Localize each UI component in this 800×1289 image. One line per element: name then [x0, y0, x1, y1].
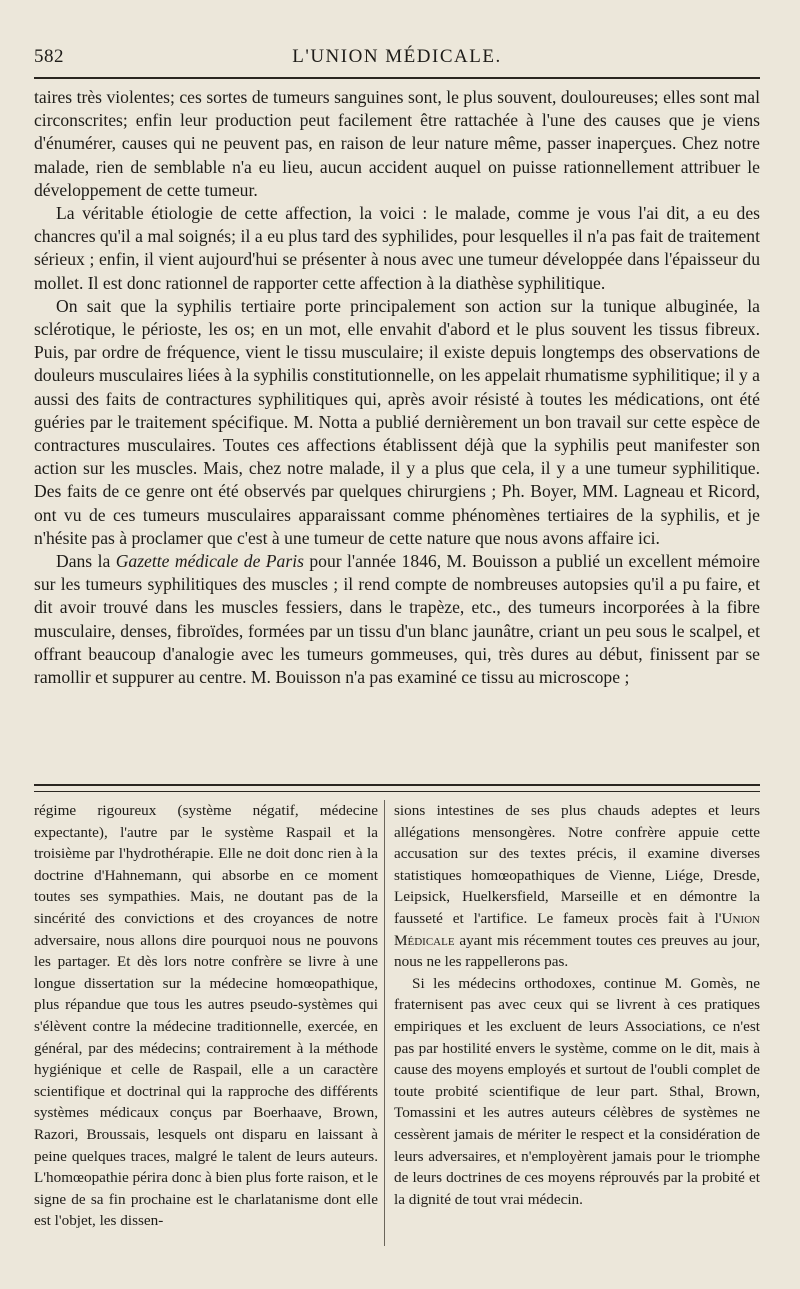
article-paragraph	[34, 550, 760, 689]
article-paragraph: La véritable étiologie de cette affection, la voici : le malade, comme je vous l'ai dit, a eu des chancres qu'il a mal soignés; il a eu plus tard des syphilides, pour lesquelles il n'a pas fait de traitement sérieux ; enfin, il vient aujourd'hui se présenter à nous avec une tumeur développée dans l'épaisseur du mollet. Il est donc rationnel de rapporter cette affection à la diathèse syphilitique.	[34, 203, 760, 293]
column-paragraph: régime rigoureux (système négatif, médecine expectante), l'autre par le système Raspail et la troisième par l'hydrothérapie. Elle ne doit donc rien à la doctrine d'Hahnemann, qui absorbe en ce moment toutes ses sympathies. Mais, ne doutant pas de la sincérité des convictions et des croyances de notre adversaire, nous allons dire pourquoi nous ne pouvons les partager. Et dès lors notre confrère se livre à une longue dissertation sur la médecine homœopathique, plus répandue que tous les autres pseudo-systèmes qui s'élèvent contre la médecine traditionnelle, exercée, en général, par des médecins; contrairement à la méthode hygiénique et celle de Raspail, elle a un caractère scientifique et doctrinal qui la rapproche des différents systèmes médicaux conçus par Boerhaave, Brown, Razori, Broussais, lesquels ont disparu en laissant à peine quelques traces, malgré le talent de leurs auteurs. L'homœopathie périra donc à bien plus forte raison, et le signe de sa fin prochaine est le charlatanisme dont elle est l'objet, les dissen-	[34, 802, 378, 1230]
feuilleton-separator	[34, 784, 760, 792]
journal-name-smallcaps: Union Médicale	[394, 909, 760, 949]
running-title: L'UNION MÉDICALE.	[292, 46, 502, 67]
paragraph-text: sions intestines de ses plus chauds adeptes et leurs allégations mensongères. Notre confrère appuie cette accusation sur des textes précis, il examine diverses statistiques homœopathiques de Vienne, Liége, Dresde, Leipsick, Huelkersfield, Marseille et en démontre la fausseté et l'artifice. Le fameux procès fait à l'	[394, 802, 760, 927]
header-rule	[34, 77, 760, 79]
feuilleton-right-column	[394, 800, 760, 1210]
paragraph-text: pour l'année 1846, M. Bouisson a publié un excellent mémoire sur les tumeurs syphilitiques des muscles ; il rend compte de nombreuses autopsies qu'il a pu faire, et dit avoir trouvé dans les muscles fessiers, dans le trapèze, etc., des tumeurs incorporées à la fibre musculaire, denses, fibroïdes, formées par un tissu d'un blanc jaunâtre, criant un peu sous le scalpel, et offrant beaucoup d'analogie avec les tumeurs gommeuses, qui, très dures au début, finissent par se ramollir et suppurer au centre. M. Bouisson n'a pas examiné ce tissu au microscope ;	[34, 551, 760, 688]
journal-title-italic: Gazette médicale de Paris	[115, 551, 304, 572]
feuilleton-left-column	[34, 800, 378, 1232]
column-paragraph: Si les médecins orthodoxes, continue M. Gomès, ne fraternisent pas avec ceux qui se livrent à ces pratiques empiriques et les excluent de leurs Associations, ce n'est pas par hostilité envers le système, comme on le dit, mais à cause des moyens employés et surtout de l'oubli complet de toute probité scientifique de leur part. Sthal, Brown, Tomassini et les autres auteurs célèbres de systèmes ne cessèrent jamais de mériter le respect et la considération de leurs adversaires, et n'employèrent jamais pour le triomphe de leurs doctrines de ces moyens réprouvés par la probité et la dignité de tout vrai médecin.	[394, 974, 760, 1208]
column-paragraph	[394, 800, 760, 973]
article-body	[34, 86, 760, 689]
article-paragraph: On sait que la syphilis tertiaire porte principalement son action sur la tunique albuginée, la sclérotique, le périoste, les os; en un mot, elle envahit d'abord et le plus souvent les tissus fibreux. Puis, par ordre de fréquence, vient le tissu musculaire; il existe depuis longtemps des observations de douleurs musculaires liées à la syphilis constitutionnelle, on les appelait rhumatisme syphilitique; il y a aussi des faits de contractures syphilitiques qui, après avoir résisté à toutes les médications, ont été guéries par le traitement spécifique. M. Notta a publié dernièrement un bon travail sur cette espèce de contractures musculaires. Toutes ces affections établissent déjà que la syphilis peut manifester son action sur les muscles. Mais, chez notre malade, il y a plus que cela, il y a une tumeur syphilitique. Des faits de ce genre ont été observés par quelques chirurgiens ; Ph. Boyer, MM. Lagneau et Ricord, ont vu de ces tumeurs musculaires apparaissant comme phénomènes tertiaires de la syphilis, et je n'hésite pas à proclamer que c'est à une tumeur de cette nature que nous avons affaire ici.	[34, 295, 760, 548]
article-paragraph: taires très violentes; ces sortes de tumeurs sanguines sont, le plus souvent, douloureuses; elles sont mal circonscrites; enfin leur production peut facilement être rattachée à l'une des causes que je viens d'énumérer, causes qui ne peuvent pas, en raison de leur nature même, passer inaperçues. Chez notre malade, rien de semblable n'a eu lieu, aucun accident auquel on puisse rationnellement attribuer le développement de cette tumeur.	[34, 87, 760, 200]
page-header	[34, 44, 760, 72]
paragraph-text: Dans la	[56, 551, 116, 572]
paragraph-text: ayant mis récemment toutes ces preuves au jour, nous ne les rappellerons pas.	[394, 931, 760, 971]
column-divider	[384, 800, 385, 1246]
page-number: 582	[34, 46, 64, 67]
